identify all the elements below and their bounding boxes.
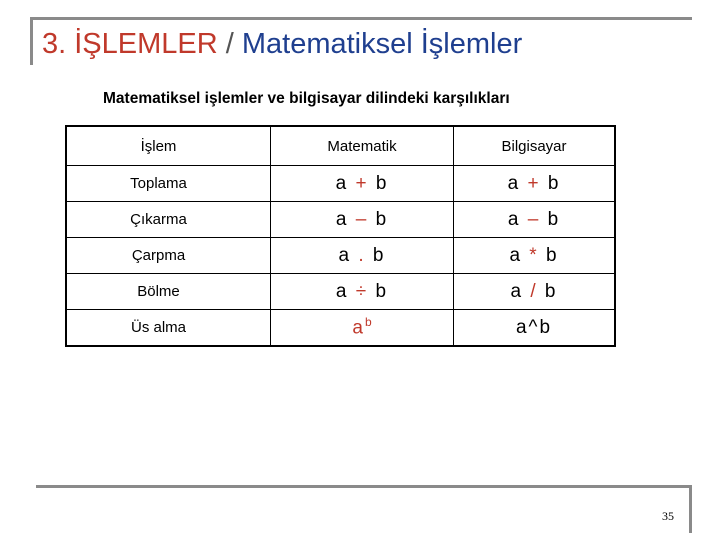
title-frame-left	[30, 17, 33, 65]
computer-expression: a^b	[454, 310, 616, 347]
footer-line	[36, 485, 692, 488]
table-header-row	[66, 126, 615, 166]
slide-subtitle: Matematiksel işlemler ve bilgisayar dilindeki karşılıkları	[103, 90, 510, 107]
title-number: 3. İŞLEMLER	[42, 28, 218, 60]
slide-title	[42, 26, 522, 62]
operator: +	[527, 172, 541, 194]
row-label: Çıkarma	[66, 202, 271, 238]
row-label: Çarpma	[66, 238, 271, 274]
math-expression: a ÷ b	[271, 274, 454, 310]
operator: /	[530, 280, 538, 302]
computer-expression: a – b	[454, 202, 616, 238]
math-expression: a + b	[271, 166, 454, 202]
title-frame-top	[30, 17, 692, 20]
table-row	[66, 166, 615, 202]
operations-table	[65, 125, 616, 347]
title-separator: /	[217, 28, 242, 60]
math-expression: a – b	[271, 202, 454, 238]
math-expression: $a^b$	[271, 310, 454, 347]
operator: –	[527, 208, 541, 230]
header-computer: Bilgisayar	[454, 126, 616, 166]
operator: –	[355, 208, 369, 230]
table-row	[66, 238, 615, 274]
computer-expression: a / b	[454, 274, 616, 310]
computer-expression: a * b	[454, 238, 616, 274]
operator: .	[358, 244, 366, 266]
computer-expression: a + b	[454, 166, 616, 202]
header-math: Matematik	[271, 126, 454, 166]
math-expression: a . b	[271, 238, 454, 274]
operator: *	[529, 244, 539, 266]
operator: +	[355, 172, 369, 194]
operator: ÷	[355, 280, 369, 302]
exponent: b	[364, 315, 372, 330]
footer-frame-right	[689, 485, 692, 533]
table-row	[66, 274, 615, 310]
table-row	[66, 202, 615, 238]
row-label: Bölme	[66, 274, 271, 310]
table-row	[66, 310, 615, 347]
header-operation: İşlem	[66, 126, 271, 166]
row-label: Üs alma	[66, 310, 271, 347]
title-name: Matematiksel İşlemler	[241, 28, 523, 60]
row-label: Toplama	[66, 166, 271, 202]
page-number: 35	[662, 509, 674, 523]
